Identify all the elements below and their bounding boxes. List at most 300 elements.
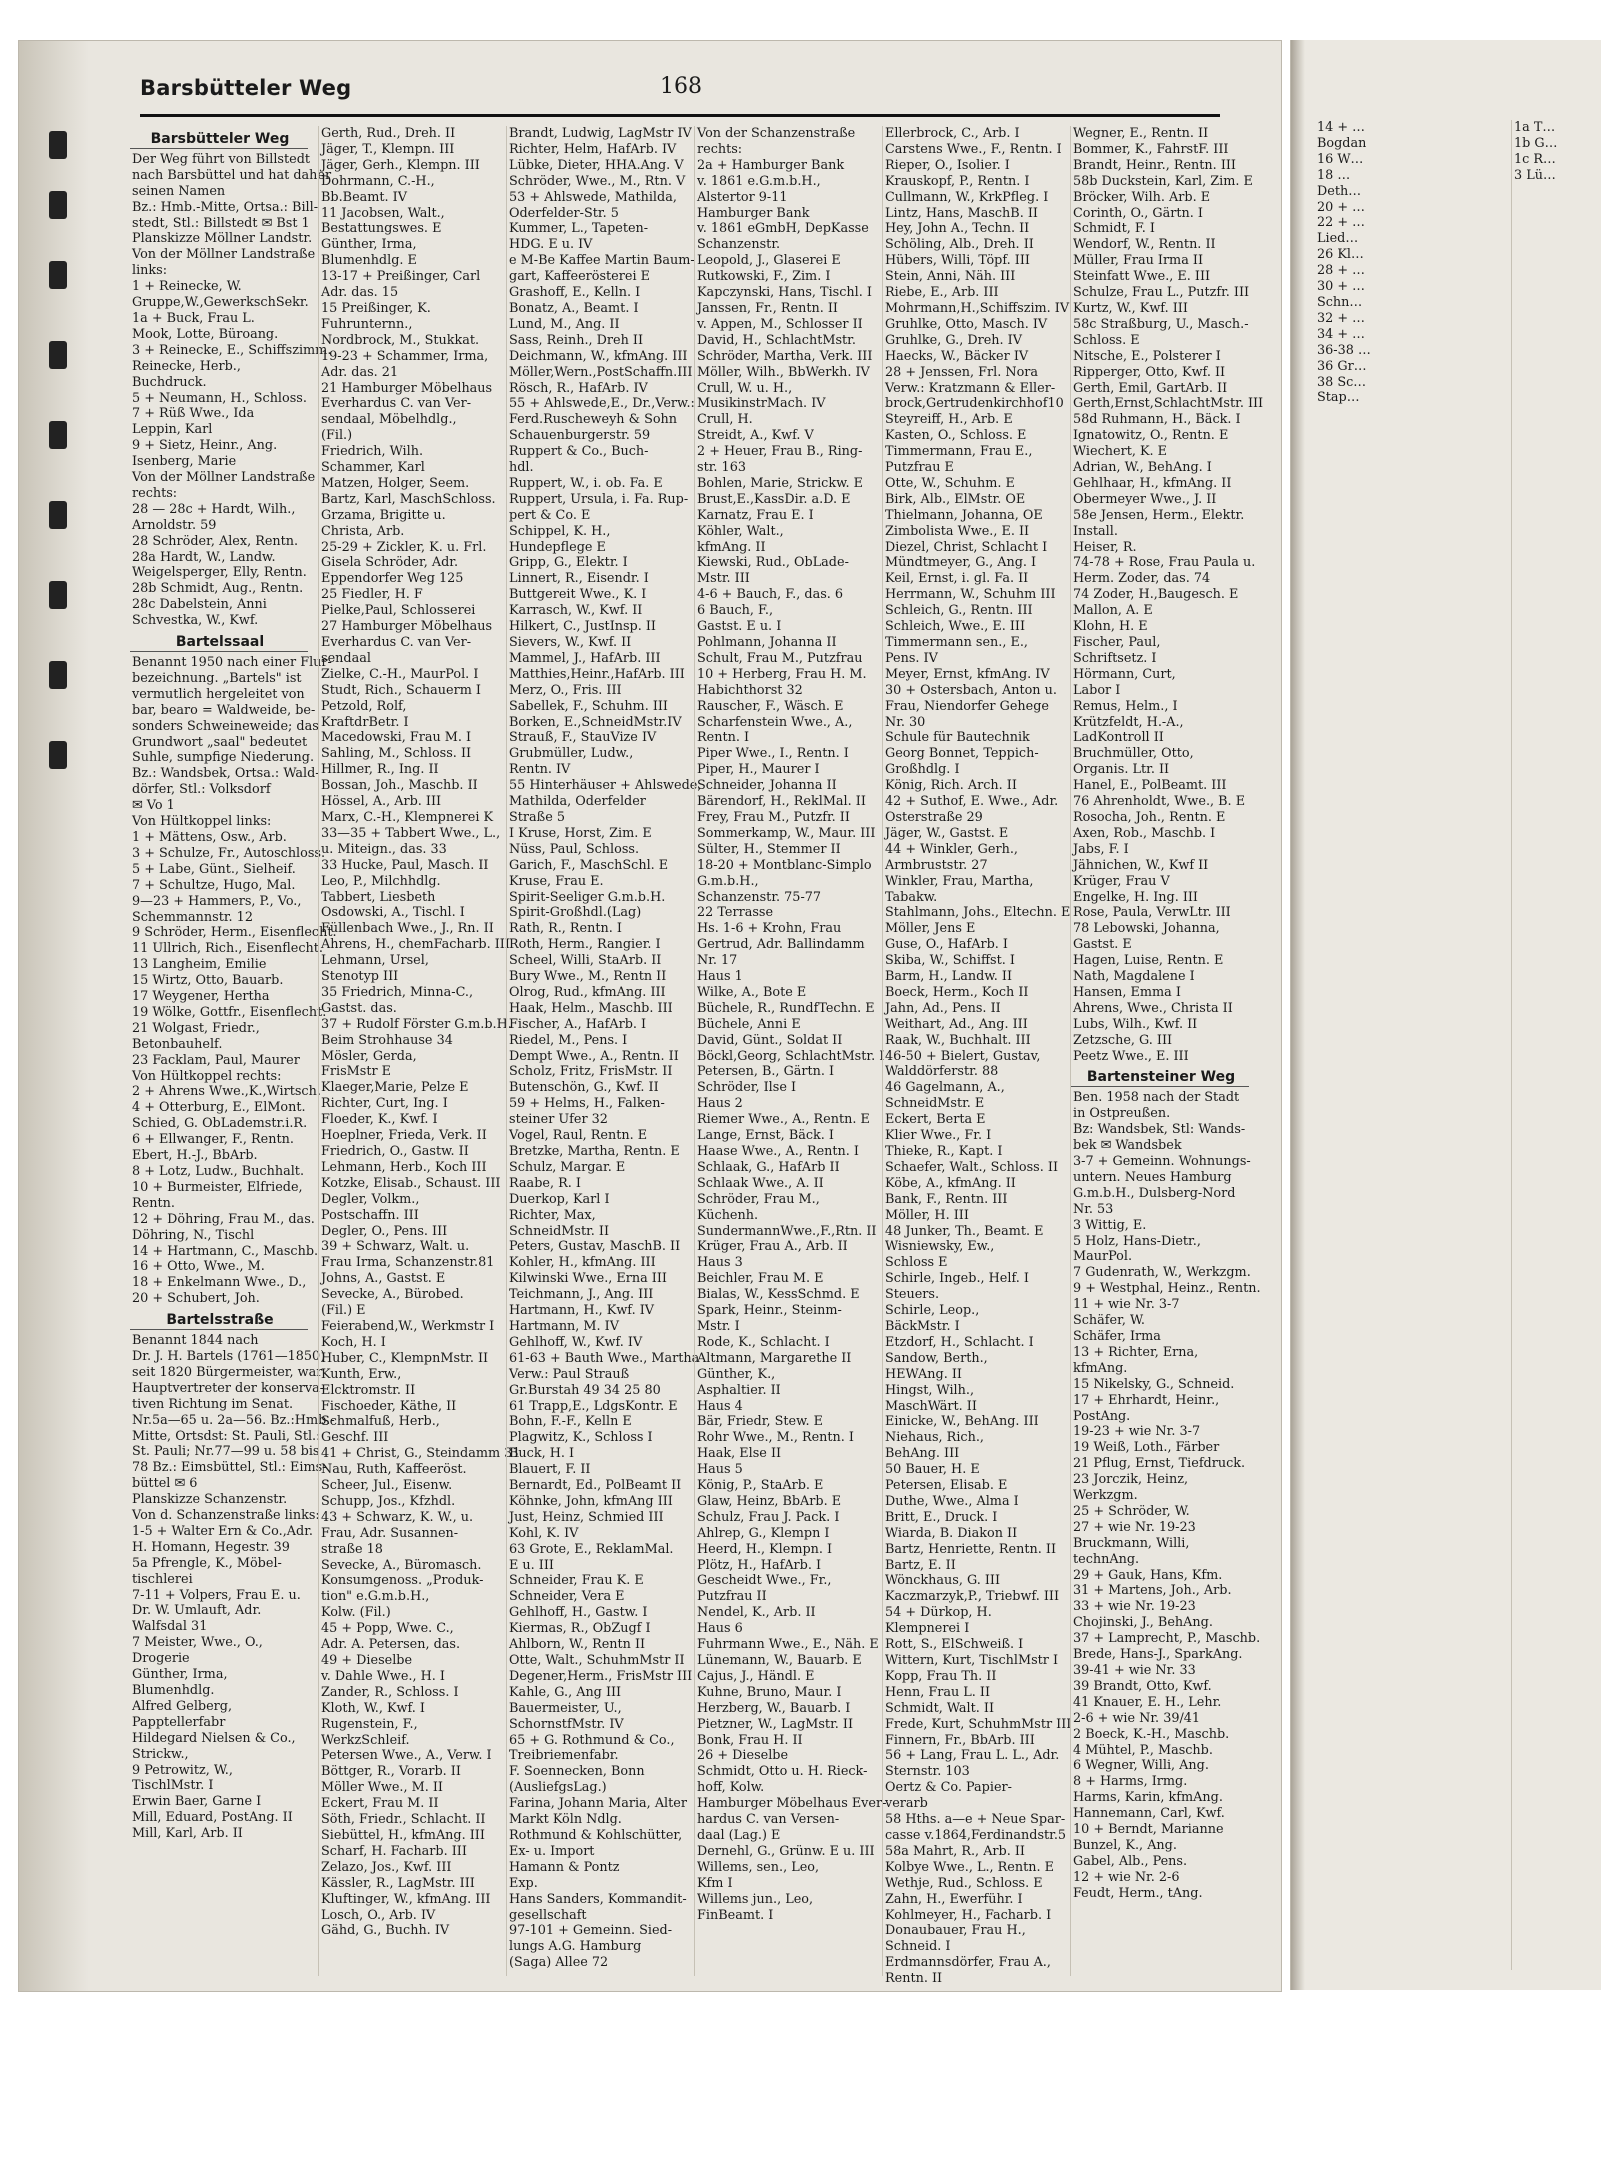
directory-line: David, Günt., Soldat II — [697, 1032, 843, 1048]
directory-line: Siebüttel, H., kfmAng. III — [321, 1827, 485, 1843]
directory-column — [318, 126, 521, 1976]
directory-line: Rentn. II — [885, 1971, 943, 1987]
directory-line: Eppendorfer Weg 125 — [321, 571, 464, 587]
directory-line: Herrmann, W., Schuhm III — [885, 587, 1056, 603]
directory-line: BäckMstr. I — [885, 1318, 960, 1334]
directory-line: Otte, Walt., SchuhmMstr II — [509, 1653, 685, 1668]
directory-line: Leo, P., Milchhdlg. — [321, 873, 441, 889]
directory-line: Hildegard Nielsen & Co., — [132, 1730, 296, 1746]
directory-line: Beim Strohhause 34 — [321, 1032, 453, 1048]
directory-line: Wisniewsky, Ew., — [885, 1239, 995, 1255]
directory-line: Von Hültkoppel links: — [132, 814, 272, 830]
directory-line: David, H., SchlachtMstr. — [697, 332, 856, 348]
directory-line: bar, bearo = Waldweide, be- — [132, 702, 316, 718]
directory-line: Wittern, Kurt, TischlMstr I — [885, 1653, 1059, 1668]
directory-line: Kiewski, Rud., ObLade- — [697, 555, 849, 571]
directory-line: Hanel, E., PolBeamt. III — [1073, 778, 1227, 794]
directory-line: Ellerbrock, C., Arb. I — [885, 126, 1020, 141]
directory-line: Wendorf, W., Rentn. II — [1073, 237, 1216, 253]
directory-line: Raabe, R. I — [509, 1175, 581, 1191]
directory-line: Schlaak, G., HafArb II — [697, 1159, 840, 1175]
directory-line: Bossan, Joh., Maschb. II — [321, 778, 478, 794]
directory-line: 2a + Hamburger Bank — [697, 157, 845, 173]
directory-line: Dempt Wwe., A., Rentn. II — [509, 1048, 679, 1064]
directory-line: Obermeyer Wwe., J. II — [1073, 491, 1217, 507]
directory-line: Lange, Ernst, Bäck. I — [697, 1128, 834, 1144]
directory-line: Frey, Frau M., Putzfr. II — [697, 809, 850, 825]
directory-line: Lünemann, W., Bauarb. E — [697, 1653, 862, 1668]
directory-line: 39 + Schwarz, Walt. u. — [321, 1239, 470, 1255]
directory-line: Rugenstein, F., — [321, 1716, 418, 1732]
directory-line: Günther, Irma, — [321, 237, 417, 253]
directory-line: Timmermann sen., E., — [885, 635, 1028, 650]
directory-line: Corinth, O., Gärtn. I — [1073, 205, 1203, 221]
directory-line: 58d Ruhmann, H., Bäck. I — [1073, 412, 1241, 428]
directory-line: Hoeplner, Frieda, Verk. II — [321, 1128, 487, 1144]
directory-line: Lied… — [1317, 231, 1359, 247]
directory-line: Klempnerei I — [885, 1621, 970, 1637]
directory-line: Postschaffn. III — [321, 1207, 419, 1223]
directory-line: Kotzke, Elisab., Schaust. III — [321, 1175, 501, 1191]
directory-line: straße 18 — [321, 1541, 383, 1557]
directory-line: Köbe, A., kfmAng. II — [885, 1175, 1016, 1191]
directory-line: rechts: — [697, 141, 743, 157]
directory-line: Dr. J. H. Bartels (1761—1850) — [132, 1348, 326, 1364]
directory-line: Buchdruck. — [132, 374, 207, 390]
directory-line: Bank, F., Rentn. III — [885, 1191, 1008, 1207]
directory-line: Etzdorf, H., Schlacht. I — [885, 1334, 1034, 1350]
directory-line: pert & Co. E — [509, 507, 591, 523]
directory-line: Ripperger, Otto, Kwf. II — [1073, 364, 1226, 380]
directory-line: Osterstraße 29 — [885, 809, 983, 825]
directory-line: Nitsche, E., Polsterer I — [1073, 348, 1221, 364]
directory-line: Benannt 1950 nach einer Flur- — [132, 655, 332, 670]
directory-line: Bommer, K., FahrstF. III — [1073, 141, 1229, 157]
directory-line: Möller, Wilh., BbWerkh. IV — [697, 364, 870, 380]
directory-line: 8 + Harms, Irmg. — [1073, 1774, 1188, 1790]
directory-line: Schröder, Martha, Verk. III — [697, 348, 873, 364]
directory-line: hdl. — [509, 460, 534, 476]
directory-line: Gr.Burstah 49 34 25 80 — [509, 1382, 661, 1398]
directory-line: Roth, Herm., Rangier. I — [509, 937, 661, 953]
directory-line: Deichmann, W., kfmAng. III — [509, 348, 688, 364]
directory-line: Spirit-Seeliger G.m.b.H. — [509, 889, 666, 905]
directory-line: Grzama, Brigitte u. — [321, 507, 446, 523]
directory-line: Gehlhaar, H., kfmAng. II — [1073, 475, 1232, 491]
directory-line: Haus 1 — [697, 969, 743, 985]
directory-line: 31 + Martens, Joh., Arb. — [1073, 1583, 1232, 1599]
directory-line: 32 + … — [1317, 310, 1365, 326]
directory-line: Janssen, Fr., Rentn. II — [697, 300, 838, 316]
directory-line: Markt Köln Ndlg. — [509, 1812, 622, 1828]
binding-mark — [49, 661, 67, 689]
directory-line: 61 Trapp,E., LdgsKontr. E — [509, 1398, 678, 1414]
directory-line: Hamburger Bank — [697, 205, 810, 221]
right-page-column — [1511, 120, 1592, 1970]
directory-line: FrisMstr E — [321, 1064, 391, 1080]
directory-line: Friedrich, O., Gastw. II — [321, 1144, 469, 1159]
directory-line: 33—35 + Tabbert Wwe., L., — [321, 825, 501, 841]
directory-line: vermutlich hergeleitet von — [132, 686, 305, 702]
directory-line: 5 Holz, Hans-Dietr., — [1073, 1233, 1201, 1249]
directory-line: Willems jun., Leo, — [697, 1891, 814, 1907]
directory-line: HDG. E u. IV — [509, 237, 593, 253]
directory-line: Duthe, Wwe., Alma I — [885, 1493, 1019, 1509]
directory-column — [882, 126, 1072, 1987]
directory-line: Blumenhdlg. — [132, 1683, 215, 1698]
directory-line: Petersen, Elisab. E — [885, 1478, 1008, 1494]
directory-line: Skiba, W., Schiffst. I — [885, 953, 1015, 969]
directory-line: Möller,Wern.,PostSchaffn.III — [509, 364, 693, 380]
directory-column — [694, 126, 887, 1976]
directory-line: Rentn. — [132, 1195, 175, 1211]
directory-line: Nr.5a—65 u. 2a—56. Bz.:Hmb.- — [132, 1412, 335, 1428]
directory-line: Frau, Adr. Susannen- — [321, 1525, 459, 1541]
directory-line: rechts: — [132, 485, 178, 501]
directory-line: Gastst. das. — [321, 1000, 397, 1016]
directory-line: Bruchmüller, Otto, — [1073, 746, 1194, 762]
directory-line: 4 Mühtel, P., Maschb. — [1073, 1742, 1213, 1758]
directory-line: Schulz, Frau J. Pack. I — [697, 1509, 840, 1525]
directory-line: Tabbert, Liesbeth — [321, 889, 436, 905]
directory-line: Hansen, Emma I — [1073, 984, 1181, 1000]
directory-line: dörfer, Stl.: Volksdorf — [132, 782, 271, 798]
directory-line: 9 + Sietz, Heinr., Ang. — [132, 438, 278, 454]
directory-line: Sülter, H., Stemmer II — [697, 841, 841, 857]
directory-line: Sommerkamp, W., Maur. III — [697, 825, 876, 841]
directory-line: Altmann, Margarethe II — [697, 1350, 852, 1366]
directory-line: Dernehl, G., Grünw. E u. III — [697, 1843, 875, 1859]
directory-line: Mstr. I — [697, 1318, 740, 1334]
directory-line: Diezel, Christ, Schlacht I — [885, 539, 1048, 555]
directory-line: Koch, H. I — [321, 1334, 386, 1350]
directory-line: Hundepflege E — [509, 539, 606, 555]
directory-line: links: — [132, 263, 168, 279]
directory-line: e M-Be Kaffee Martin Baum- — [509, 253, 695, 269]
directory-line: Jähnichen, W., Kwf II — [1073, 857, 1209, 873]
directory-line: Nüss, Paul, Schloss. — [509, 841, 640, 857]
directory-line: LadKontroll II — [1073, 730, 1164, 746]
directory-line: Wiarda, B. Diakon II — [885, 1525, 1018, 1541]
directory-line: Klier Wwe., Fr. I — [885, 1128, 992, 1144]
directory-line: Riebe, E., Arb. III — [885, 285, 999, 301]
directory-line: Sahling, M., Schloss. II — [321, 746, 472, 762]
right-page-column — [1315, 120, 1505, 1970]
directory-line: Henn, Frau L. II — [885, 1684, 991, 1700]
directory-line: Verw.: Paul Strauß — [509, 1366, 630, 1382]
directory-line: Wiechert, K. E — [1073, 444, 1168, 460]
directory-line: Steyreiff, H., Arb. E — [885, 412, 1013, 428]
directory-line: 78 Bz.: Eimsbüttel, Stl.: Eims- — [132, 1460, 327, 1476]
directory-line: Asphaltier. II — [697, 1382, 781, 1398]
directory-line: Lubs, Wilh., Kwf. II — [1073, 1016, 1198, 1032]
directory-line: kfmAng. II — [697, 539, 766, 555]
directory-line: Alstertor 9-11 — [697, 189, 788, 205]
directory-line: Kopp, Frau Th. II — [885, 1668, 997, 1684]
directory-line: technAng. — [1073, 1551, 1140, 1567]
directory-line: Rentn. I — [697, 730, 750, 746]
directory-line: Bialas, W., KessSchmd. E — [697, 1287, 860, 1303]
directory-line: 1b G… — [1514, 135, 1558, 151]
directory-line: Stap… — [1317, 390, 1360, 406]
directory-line: Drogerie — [132, 1651, 190, 1667]
directory-line: Rott, S., ElSchweiß. I — [885, 1637, 1024, 1653]
directory-line: 2 + Ahrens Wwe.,K.,Wirtsch. — [132, 1084, 321, 1100]
directory-line: Scheel, Willi, StaArb. II — [509, 953, 662, 969]
directory-line: casse v.1864,Ferdinandstr.5 — [885, 1827, 1067, 1843]
directory-line: Just, Heinz, Schmied III — [509, 1509, 664, 1525]
directory-columns — [130, 126, 1264, 1987]
directory-line: 1a T… — [1514, 120, 1556, 135]
directory-line: Hilkert, C., JustInsp. II — [509, 619, 656, 635]
directory-line: Putzfrau II — [697, 1589, 767, 1605]
directory-line: Install. — [1073, 523, 1118, 539]
directory-line: Hörmann, Curt, — [1073, 666, 1176, 682]
directory-line: Köhler, Walt., — [697, 523, 784, 539]
directory-line: 5 + Neumann, H., Schloss. — [132, 390, 307, 406]
directory-line: FinBeamt. I — [697, 1907, 774, 1923]
directory-line: Sass, Reinh., Dreh II — [509, 332, 644, 348]
street-heading: Bartelssaal — [130, 635, 308, 652]
directory-line: Kohl, K. IV — [509, 1525, 579, 1541]
directory-line: Grundwort „saal" bedeutet — [132, 734, 308, 750]
directory-line: v. Appen, M., Schlosser II — [697, 316, 863, 332]
directory-line: Jäger, T., Klempn. III — [321, 141, 455, 157]
directory-line: TischlMstr. I — [132, 1778, 214, 1794]
directory-line: Müller, Frau Irma II — [1073, 253, 1203, 269]
directory-line: Ebert, H.-J., BbArb. — [132, 1148, 258, 1164]
directory-line: 7 Meister, Wwe., O., — [132, 1635, 263, 1651]
directory-line: Einicke, W., BehAng. III — [885, 1414, 1039, 1430]
directory-line: Kluftinger, W., kfmAng. III — [321, 1891, 491, 1907]
directory-line: Schmidt, Walt. II — [885, 1700, 995, 1716]
directory-line: 63 Grote, E., ReklamMal. — [509, 1541, 674, 1557]
directory-line: Hamburger Möbelhaus Ever- — [697, 1796, 887, 1812]
directory-line: verarb — [885, 1796, 928, 1812]
directory-line: hardus C. van Versen- — [697, 1812, 840, 1828]
directory-line: 25 Fiedler, H. F — [321, 587, 423, 603]
directory-line: Treibriemenfabr. — [509, 1748, 619, 1764]
directory-line: Pietzner, W., LagMstr. II — [697, 1716, 854, 1732]
directory-line: 46-50 + Bielert, Gustav, — [885, 1048, 1041, 1064]
directory-line: Haus 3 — [697, 1255, 743, 1271]
directory-line: Engelke, H. Ing. III — [1073, 889, 1198, 905]
directory-line: 18 … — [1317, 167, 1351, 183]
directory-line: Jabs, F. I — [1073, 841, 1129, 857]
directory-line: Bär, Friedr, Stew. E — [697, 1414, 823, 1430]
directory-line: tiven Richtung im Senat. — [132, 1396, 294, 1412]
directory-line: 19-23 + Schammer, Irma, — [321, 348, 489, 364]
directory-line: Schmalfuß, Herb., — [321, 1414, 440, 1430]
directory-line: Rauscher, F., Wäsch. E — [697, 698, 844, 714]
directory-line: Jäger, Gerh., Klempn. III — [321, 157, 480, 173]
directory-line: Wönckhaus, G. III — [885, 1573, 1001, 1589]
directory-line: 58b Duckstein, Karl, Zim. E — [1073, 173, 1253, 189]
directory-line: Rosocha, Joh., Rentn. E — [1073, 809, 1226, 825]
directory-line: G.m.b.H., Dulsberg-Nord — [1073, 1185, 1236, 1201]
directory-line: Blauert, F. II — [509, 1462, 591, 1478]
directory-line: Stahlmann, Johs., Eltechn. E — [885, 905, 1071, 921]
directory-line: Der Weg führt von Billstedt — [132, 151, 311, 167]
directory-line: 13 Langheim, Emilie — [132, 957, 267, 973]
directory-line: str. 163 — [697, 460, 746, 476]
directory-line: Bonk, Frau H. II — [697, 1732, 803, 1748]
directory-line: 35 Friedrich, Minna-C., — [321, 984, 474, 1000]
directory-line: 36 Gr… — [1317, 358, 1367, 374]
directory-line: untern. Neues Hamburg — [1073, 1169, 1232, 1185]
directory-line: bezeichnung. „Bartels" ist — [132, 670, 302, 686]
directory-line: Friedrich, Wilh. — [321, 444, 424, 460]
directory-line: 17 Weygener, Hertha — [132, 989, 270, 1005]
directory-line: 28a Hardt, W., Landw. — [132, 549, 276, 565]
directory-line: 11 + wie Nr. 3-7 — [1073, 1297, 1180, 1313]
directory-line: Niehaus, Rich., — [885, 1430, 984, 1446]
directory-line: Brandt, Ludwig, LagMstr IV — [509, 126, 692, 141]
directory-line: Bartz, E. II — [885, 1557, 956, 1573]
directory-line: 56 + Lang, Frau L. L., Adr. — [885, 1748, 1060, 1764]
directory-line: Sievers, W., Kwf. II — [509, 635, 632, 650]
directory-line: Schleich, Wwe., E. III — [885, 619, 1026, 635]
directory-line: Ferd.Ruscheweyh & Sohn — [509, 412, 678, 428]
directory-line: Beichler, Frau M. E — [697, 1271, 824, 1287]
directory-line: Ahlrep, G., Klempn I — [697, 1525, 830, 1541]
directory-line: 10 + Berndt, Marianne — [1073, 1822, 1224, 1838]
directory-line: Mallon, A. E — [1073, 603, 1153, 619]
directory-line: 33 + wie Nr. 19-23 — [1073, 1599, 1196, 1615]
directory-line: 3 Lü… — [1514, 167, 1556, 183]
directory-line: Donaubauer, Frau H., — [885, 1923, 1026, 1939]
running-head: Barsbütteler Weg — [140, 76, 352, 100]
directory-line: Mill, Eduard, PostAng. II — [132, 1810, 293, 1826]
directory-line: Bernardt, Ed., PolBeamt II — [509, 1478, 682, 1494]
directory-line: sonders Schweineweide; das — [132, 718, 319, 734]
directory-line: Stein, Anni, Näh. III — [885, 269, 1016, 285]
directory-line: 58c Straßburg, U., Masch.- — [1073, 316, 1249, 332]
directory-line: Großhdlg. I — [885, 762, 960, 778]
directory-line: Sternstr. 103 — [885, 1764, 970, 1780]
directory-line: Mill, Karl, Arb. II — [132, 1826, 243, 1842]
directory-line: Lehmann, Herb., Koch III — [321, 1159, 487, 1175]
directory-line: Schn… — [1317, 294, 1363, 310]
directory-line: 74 Zoder, H.,Baugesch. E — [1073, 587, 1239, 603]
directory-line: Cullmann, W., KrkPfleg. I — [885, 189, 1049, 205]
directory-line: 22 + … — [1317, 215, 1365, 231]
directory-line: Schöling, Alb., Dreh. II — [885, 237, 1034, 253]
directory-line: 4 + Otterburg, E., ElMont. — [132, 1100, 306, 1116]
directory-line: Pielke,Paul, Schlosserei — [321, 603, 476, 619]
directory-line: Planskizze Möllner Landstr. — [132, 231, 313, 247]
directory-line: Betonbauhelf. — [132, 1036, 223, 1052]
directory-line: Ben. 1958 nach der Stadt — [1073, 1090, 1240, 1106]
directory-line: 39-41 + wie Nr. 33 — [1073, 1663, 1196, 1678]
directory-line: Wilke, A., Bote E — [697, 984, 807, 1000]
directory-line: Kaczmarzyk,P., Triebwf. III — [885, 1589, 1060, 1605]
directory-line: 61-63 + Bauth Wwe., Martha — [509, 1350, 700, 1366]
directory-line: 21 Hamburger Möbelhaus — [321, 380, 493, 396]
directory-line: Schmidt, F. I — [1073, 221, 1155, 237]
directory-line: Kolw. (Fil.) — [321, 1605, 391, 1621]
directory-line: Brede, Hans-J., SparkAng. — [1073, 1647, 1243, 1663]
directory-line: Duerkop, Karl I — [509, 1191, 610, 1207]
directory-line: Richter, Helm, HafArb. IV — [509, 141, 677, 157]
directory-line: Adrian, W., BehAng. I — [1073, 460, 1212, 476]
directory-line: Jahn, Ad., Pens. II — [885, 1000, 1001, 1016]
directory-line: Gescheidt Wwe., Fr., — [697, 1573, 832, 1589]
directory-line: Büchele, R., RundfTechn. E — [697, 1000, 875, 1016]
directory-line: Meyer, Ernst, kfmAng. IV — [885, 666, 1050, 682]
directory-line: 17 + Ehrhardt, Heinr., — [1073, 1392, 1220, 1408]
directory-line: 78 Lebowski, Johanna, — [1073, 921, 1220, 937]
directory-line: gart, Kaffeerösterei E — [509, 269, 650, 285]
directory-line: Garich, F., MaschSchl. E — [509, 857, 669, 873]
directory-line: (Fil.) E — [321, 1303, 366, 1319]
directory-line: König, Rich. Arch. II — [885, 778, 1017, 794]
directory-line: Hübers, Willi, Töpf. III — [885, 253, 1030, 269]
directory-line: Schupp, Jos., Kfzhdl. — [321, 1493, 456, 1509]
directory-line: 26 Kl… — [1317, 247, 1364, 263]
directory-line: Benannt 1844 nach — [132, 1333, 259, 1349]
directory-line: 5a Pfrengle, K., Möbel- — [132, 1555, 282, 1571]
directory-line: 26 + Dieselbe — [697, 1748, 789, 1764]
directory-line: Karrasch, W., Kwf. II — [509, 603, 643, 619]
directory-line: Suhle, sumpfige Niederung. — [132, 750, 315, 766]
directory-line: Timmermann, Frau E., — [885, 444, 1033, 460]
directory-line: Armbruststr. 27 — [885, 857, 988, 873]
directory-line: Deth… — [1317, 183, 1362, 199]
directory-line: Grubmüller, Ludw., — [509, 746, 634, 762]
directory-line: Mündtmeyer, G., Ang. I — [885, 555, 1037, 571]
directory-line: Sevecke, A., Büromasch. — [321, 1557, 482, 1573]
directory-line: 25-29 + Zickler, K. u. Frl. — [321, 539, 487, 555]
directory-line: Schloss. E — [1073, 332, 1140, 348]
directory-line: Kloth, W., Kwf. I — [321, 1700, 425, 1716]
directory-line: 21 Pflug, Ernst, Tiefdruck. — [1073, 1456, 1246, 1472]
directory-line: 7 Gudenrath, W., Werkzgm. — [1073, 1265, 1251, 1281]
directory-line: Kilwinski Wwe., Erna III — [509, 1271, 667, 1287]
directory-line: Walfsdal 31 — [132, 1619, 208, 1635]
directory-line: Brust,E.,KassDir. a.D. E — [697, 491, 851, 507]
directory-line: Schlaak Wwe., A. II — [697, 1175, 824, 1191]
directory-line: Böttger, R., Vorarb. II — [321, 1764, 461, 1780]
directory-line: Sevecke, A., Bürobed. — [321, 1287, 464, 1303]
directory-line: Krützfeldt, H.-A., — [1073, 714, 1184, 730]
directory-line: Riedel, M., Pens. I — [509, 1032, 628, 1048]
directory-line: Mook, Lotte, Büroang. — [132, 326, 279, 342]
directory-line: Otte, W., Schuhm. E — [885, 475, 1015, 491]
directory-line: Werkzgm. — [1073, 1488, 1138, 1504]
directory-line: 27 Hamburger Möbelhaus — [321, 619, 493, 635]
directory-line: Schröder, Wwe., M., Rtn. V — [509, 173, 686, 189]
directory-line: Olrog, Rud., kfmAng. III — [509, 984, 666, 1000]
directory-line: Harms, Karin, kfmAng. — [1073, 1790, 1223, 1806]
binding-mark — [49, 261, 67, 289]
directory-column — [1070, 126, 1264, 1976]
directory-line: Rath, R., Rentn. I — [509, 921, 622, 937]
directory-line: Küchenh. — [697, 1207, 759, 1223]
directory-line: 12 + Döhring, Frau M., das. — [132, 1211, 315, 1227]
directory-line: Günther, K., — [697, 1366, 776, 1382]
directory-line: Linnert, R., Eisendr. I — [509, 571, 649, 587]
directory-line: Bestattungswes. E — [321, 221, 442, 237]
directory-line: Scharfenstein Wwe., A., — [697, 714, 853, 730]
directory-line: Bohn, F.-F., Kelln E — [509, 1414, 632, 1430]
directory-line: Ruppert, W., i. ob. Fa. E — [509, 475, 663, 491]
directory-line: 6 Bauch, F., — [697, 603, 774, 619]
directory-line: Lintz, Hans, MaschB. II — [885, 205, 1038, 221]
directory-line: Haase Wwe., A., Rentn. I — [697, 1144, 859, 1159]
directory-line: Kuhne, Bruno, Maur. I — [697, 1684, 842, 1700]
directory-line: 48 Junker, Th., Beamt. E — [885, 1223, 1044, 1239]
